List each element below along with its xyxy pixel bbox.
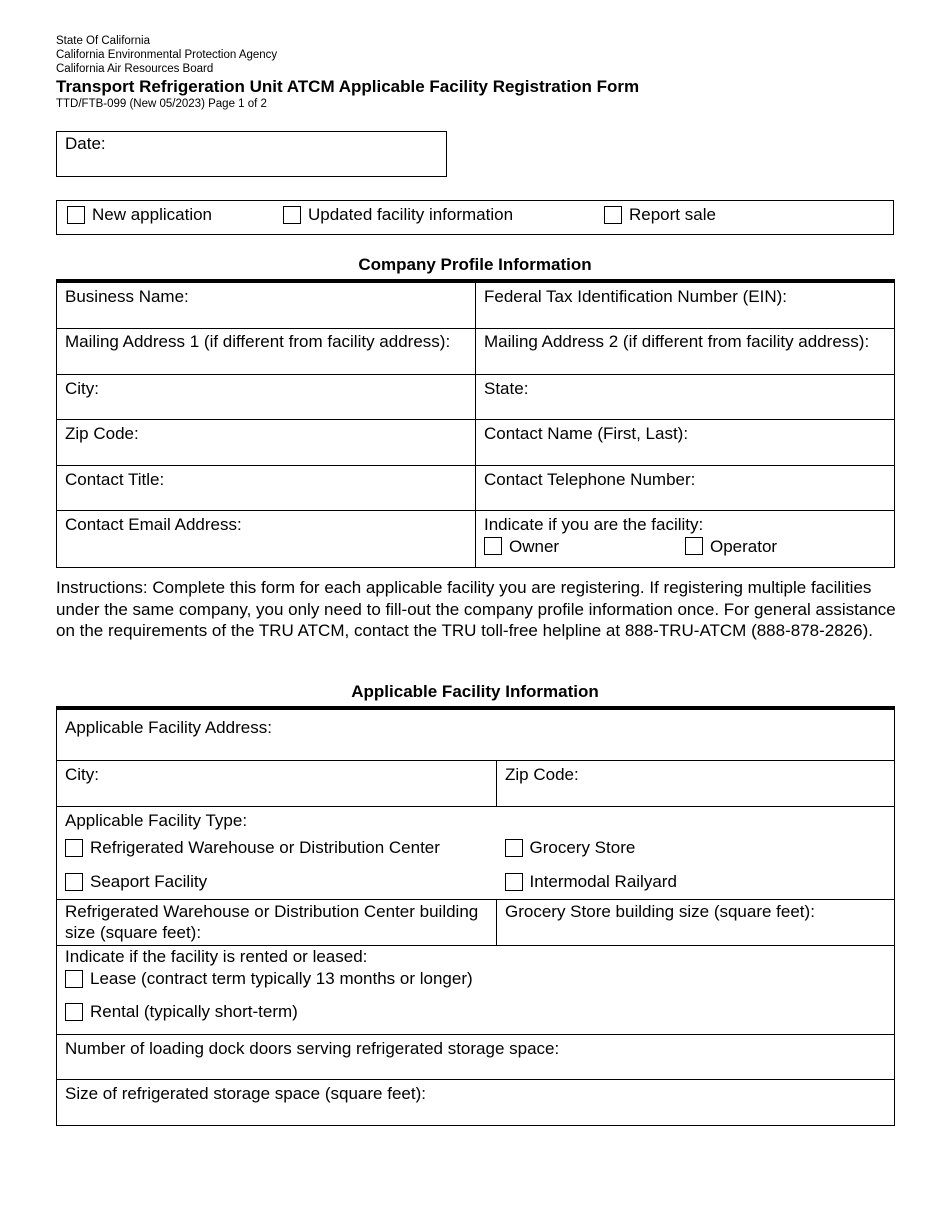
- grocery-store-label: Grocery Store: [529, 838, 636, 857]
- facility-info-heading: Applicable Facility Information: [351, 682, 599, 701]
- facility-role-cell: [476, 510, 895, 567]
- facility-city-field[interactable]: [57, 760, 497, 806]
- refrigerated-storage-size-label: Size of refrigerated storage space (square feet):: [65, 1083, 426, 1103]
- report-sale-checkbox[interactable]: [604, 206, 622, 224]
- date-field[interactable]: [56, 131, 447, 177]
- seaport-checkbox[interactable]: [65, 873, 83, 891]
- company-zip-field[interactable]: [57, 419, 476, 465]
- loading-dock-doors-field[interactable]: [57, 1034, 895, 1079]
- new-application-option[interactable]: [67, 205, 212, 225]
- mailing-address-1-label: Mailing Address 1 (if different from facility address):: [65, 331, 451, 351]
- grocery-size-field[interactable]: [497, 899, 895, 945]
- contact-email-label: Contact Email Address:: [65, 514, 242, 534]
- new-application-label: New application: [92, 205, 213, 224]
- instructions-text: Instructions: Complete this form for each applicable facility you are registering. If registering multiple facilities under the same company, you only need to fill-out the company profile information once. For general assistance on the requirements of the TRU ATCM, contact the TRU toll-free helpline at 888-TRU-ATCM (888-878-2826).: [56, 578, 896, 640]
- updated-facility-label: Updated facility information: [308, 205, 514, 224]
- company-city-field[interactable]: [57, 374, 476, 419]
- facility-info-table: [56, 706, 895, 1126]
- lease-label: Lease (contract term typically 13 months or longer): [90, 969, 473, 988]
- rent-lease-label: Indicate if the facility is rented or leased:: [65, 946, 368, 966]
- mailing-address-1-field[interactable]: [57, 328, 476, 374]
- form-id: TTD/FTB-099 (New 05/2023) Page 1 of 2: [56, 98, 267, 110]
- facility-address-field[interactable]: [57, 708, 895, 760]
- contact-name-label: Contact Name (First, Last):: [484, 423, 689, 443]
- company-profile-heading: Company Profile Information: [358, 255, 592, 274]
- report-sale-label: Report sale: [629, 205, 716, 224]
- ein-field[interactable]: [476, 281, 895, 328]
- warehouse-size-label: Refrigerated Warehouse or Distribution Center building size (square feet):: [65, 901, 479, 942]
- contact-email-field[interactable]: [57, 510, 476, 567]
- facility-city-label: City:: [65, 764, 99, 784]
- business-name-field[interactable]: [57, 281, 476, 328]
- ein-label: Federal Tax Identification Number (EIN):: [484, 287, 787, 306]
- intermodal-railyard-label: Intermodal Railyard: [529, 872, 677, 891]
- operator-label: Operator: [710, 536, 778, 556]
- warehouse-label: Refrigerated Warehouse or Distribution Center: [90, 838, 440, 857]
- facility-role-label: Indicate if you are the facility:: [484, 514, 704, 534]
- updated-facility-option[interactable]: [283, 205, 513, 225]
- facility-type-cell-right: [497, 806, 895, 899]
- facility-zip-field[interactable]: [497, 760, 895, 806]
- contact-phone-field[interactable]: [476, 465, 895, 510]
- rental-label: Rental (typically short-term): [90, 1002, 298, 1021]
- grocery-store-checkbox[interactable]: [505, 839, 523, 857]
- agency-line-carb: California Air Resources Board: [56, 63, 214, 75]
- contact-phone-label: Contact Telephone Number:: [484, 469, 696, 489]
- form-title: Transport Refrigeration Unit ATCM Applicable Facility Registration Form: [56, 77, 640, 96]
- business-name-label: Business Name:: [65, 287, 189, 306]
- company-city-label: City:: [65, 378, 99, 398]
- company-zip-label: Zip Code:: [65, 423, 139, 443]
- form-header: [56, 34, 639, 111]
- facility-zip-label: Zip Code:: [505, 764, 579, 784]
- rental-checkbox[interactable]: [65, 1003, 83, 1021]
- agency-line-calepa: California Environmental Protection Agency: [56, 49, 278, 61]
- contact-title-label: Contact Title:: [65, 469, 165, 489]
- refrigerated-storage-size-field[interactable]: [57, 1079, 895, 1125]
- company-profile-table: [56, 279, 895, 568]
- mailing-address-2-field[interactable]: [476, 328, 895, 374]
- warehouse-size-field[interactable]: [57, 899, 497, 945]
- company-state-field[interactable]: [476, 374, 895, 419]
- lease-checkbox[interactable]: [65, 970, 83, 988]
- owner-checkbox[interactable]: [484, 537, 502, 555]
- operator-checkbox[interactable]: [685, 537, 703, 555]
- company-state-label: State:: [484, 378, 529, 398]
- loading-dock-doors-label: Number of loading dock doors serving refrigerated storage space:: [65, 1038, 560, 1058]
- grocery-size-label: Grocery Store building size (square feet):: [505, 901, 815, 921]
- intermodal-railyard-checkbox[interactable]: [505, 873, 523, 891]
- date-label: Date:: [65, 134, 106, 153]
- facility-type-label: Applicable Facility Type:: [65, 810, 248, 830]
- agency-line-state: State Of California: [56, 35, 150, 47]
- new-application-checkbox[interactable]: [67, 206, 85, 224]
- seaport-label: Seaport Facility: [90, 872, 208, 891]
- warehouse-checkbox[interactable]: [65, 839, 83, 857]
- application-type-group: [56, 200, 894, 235]
- contact-name-field[interactable]: [476, 419, 895, 465]
- owner-label: Owner: [509, 536, 560, 556]
- contact-title-field[interactable]: [57, 465, 476, 510]
- mailing-address-2-label: Mailing Address 2 (if different from facility address):: [484, 331, 870, 351]
- report-sale-option[interactable]: [604, 205, 716, 225]
- rent-lease-cell: [57, 945, 895, 1034]
- facility-address-label: Applicable Facility Address:: [65, 718, 272, 737]
- facility-type-cell: [57, 806, 497, 899]
- updated-facility-checkbox[interactable]: [283, 206, 301, 224]
